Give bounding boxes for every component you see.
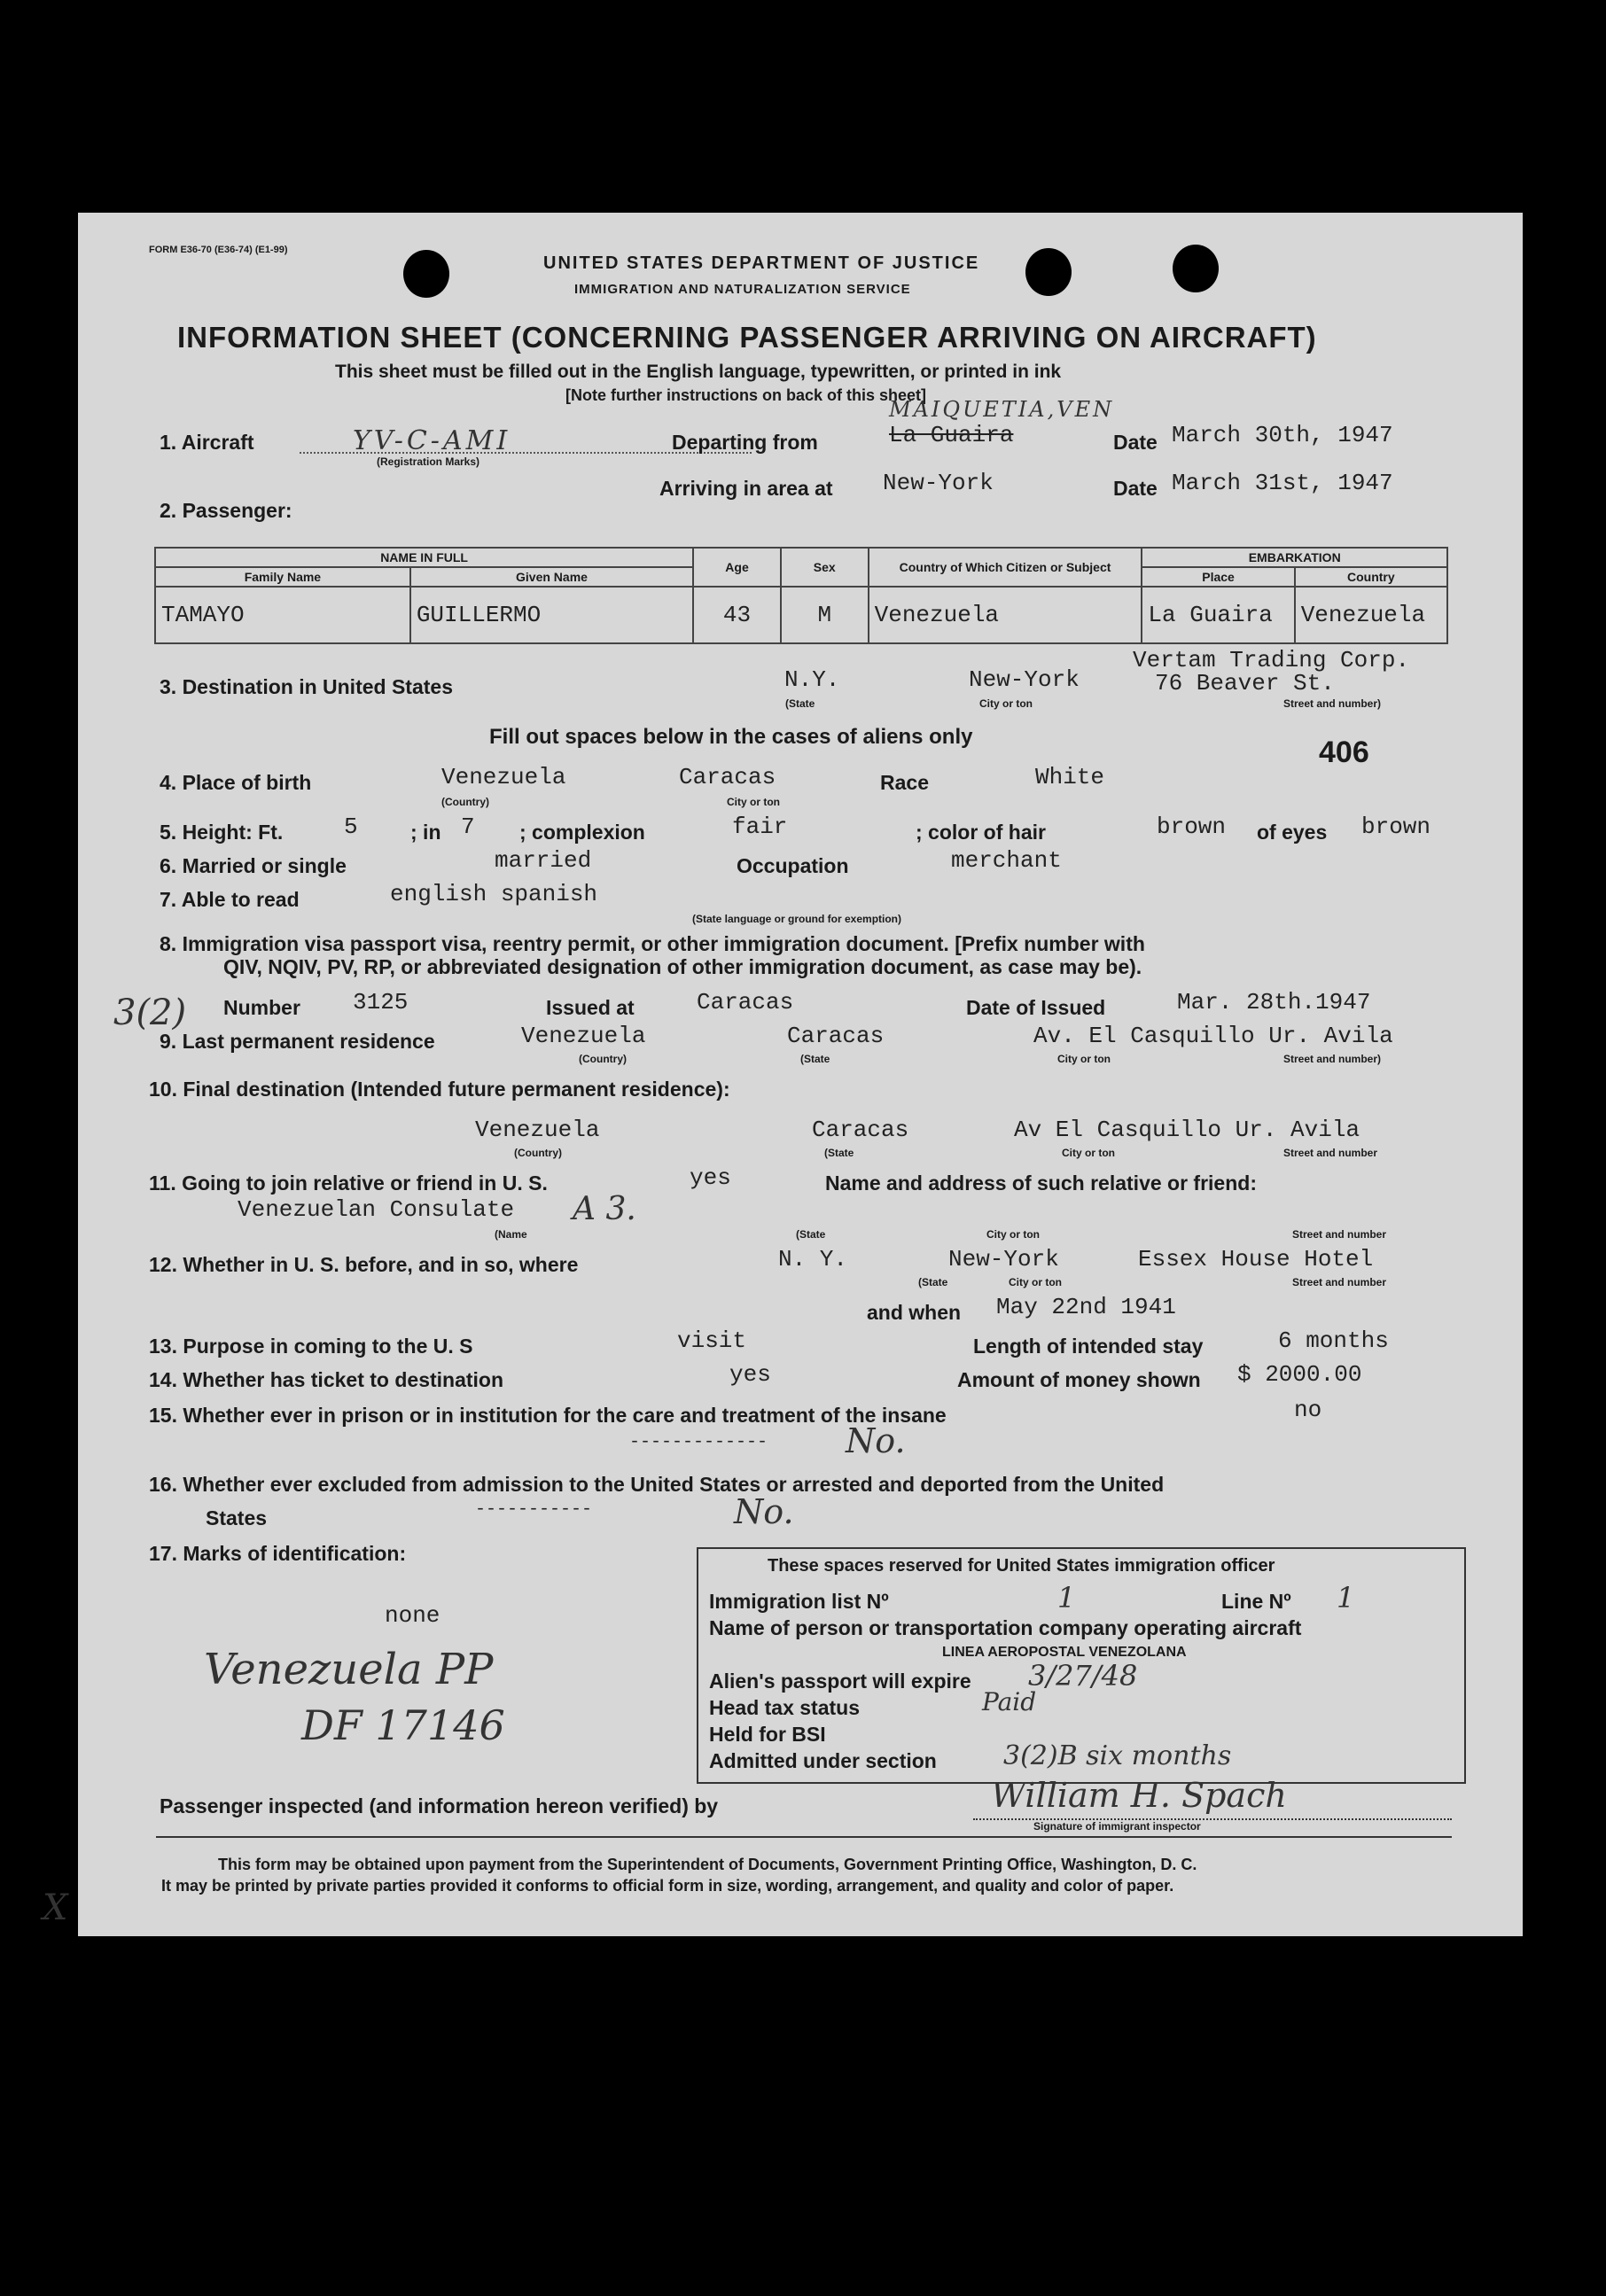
- citizen-country-cell: Venezuela: [869, 587, 1142, 643]
- head-tax-label: Head tax status: [709, 1696, 861, 1719]
- passport-handwritten-line-1: Venezuela PP: [204, 1645, 494, 1694]
- date-issued-value: Mar. 28th.1947: [1177, 989, 1371, 1016]
- street-caption: Street and number: [1292, 1228, 1387, 1241]
- name-caption: (Name: [495, 1228, 527, 1241]
- join-value: yes: [690, 1164, 731, 1191]
- state-caption: (State: [785, 697, 815, 710]
- item-10-label: 10. Final destination (Intended future permanent residence):: [149, 1078, 730, 1101]
- given-name-header: Given Name: [410, 567, 693, 587]
- inspection-label: Passenger inspected (and information hereon verified) by: [160, 1794, 719, 1817]
- sheet-number: 406: [1319, 735, 1369, 769]
- street-caption: Street and number): [1283, 697, 1382, 710]
- item-8-label: 8. Immigration visa passport visa, reentry permit, or other immigration document. [Prefix number with: [160, 932, 1145, 955]
- arrival-date: March 31st, 1947: [1172, 470, 1393, 496]
- information-sheet: [43, 213, 1523, 1936]
- passenger-table: [154, 547, 1448, 644]
- department-title: UNITED STATES DEPARTMENT OF JUSTICE: [543, 253, 980, 273]
- instructions-line-1: This sheet must be filled out in the English language, typewritten, or printed in ink: [335, 362, 1062, 382]
- eyes-value: brown: [1361, 813, 1431, 840]
- height-feet: 5: [344, 813, 358, 840]
- excluded-dashes: -----------: [475, 1499, 593, 1520]
- stay-label: Length of intended stay: [973, 1335, 1204, 1358]
- immigration-officer-box: [697, 1547, 1466, 1784]
- state-caption: (State: [824, 1147, 854, 1159]
- purpose-value: visit: [677, 1327, 747, 1354]
- occupation-value: merchant: [951, 847, 1062, 874]
- city-caption: City or ton: [1062, 1147, 1115, 1159]
- line-number-label: Line Nº: [1221, 1590, 1291, 1613]
- item-12-label: 12. Whether in U. S. before, and in so, where: [149, 1253, 579, 1276]
- service-title: IMMIGRATION AND NATURALIZATION SERVICE: [574, 282, 911, 297]
- departing-correction: MAIQUETIA,VEN: [889, 397, 1115, 422]
- prison-dashes: -------------: [629, 1432, 768, 1452]
- departure-date-label: Date: [1113, 431, 1158, 454]
- operator-value: LINEA AEROPOSTAL VENEZOLANA: [942, 1645, 1187, 1660]
- issued-at-value: Caracas: [697, 989, 794, 1016]
- item-6-label: 6. Married or single: [160, 854, 347, 877]
- country-caption: (Country): [441, 796, 489, 808]
- registration-caption: (Registration Marks): [377, 455, 480, 468]
- state-caption: (State: [800, 1053, 830, 1065]
- relative-address-label: Name and address of such relative or friend:: [825, 1171, 1257, 1195]
- family-name-header: Family Name: [155, 567, 410, 587]
- and-when-label: and when: [867, 1301, 962, 1324]
- head-tax-value: Paid: [982, 1687, 1037, 1716]
- race-label: Race: [880, 771, 929, 794]
- inspector-signature: William H. Spach: [991, 1776, 1287, 1815]
- passport-handwritten-line-2: DF 17146: [301, 1701, 505, 1749]
- punch-hole-1: [403, 250, 449, 298]
- arriving-value: New-York: [883, 470, 994, 496]
- item-17-label: 17. Marks of identification:: [149, 1542, 407, 1565]
- sex-header: Sex: [781, 548, 869, 587]
- admitted-under-value: 3(2)B six months: [1003, 1740, 1232, 1771]
- line-number-value: 1: [1337, 1581, 1355, 1615]
- departure-date: March 30th, 1947: [1172, 422, 1393, 448]
- age-header: Age: [693, 548, 781, 587]
- arriving-label: Arriving in area at: [659, 477, 833, 500]
- departing-from-value: La Guaira: [889, 422, 1014, 448]
- money-value: $ 2000.00: [1237, 1361, 1362, 1388]
- stay-value: 6 months: [1278, 1327, 1389, 1354]
- money-label: Amount of money shown: [957, 1368, 1201, 1391]
- held-for-bsi-label: Held for BSI: [709, 1723, 826, 1746]
- form-number: FORM E36-70 (E36-74) (E1-99): [149, 245, 288, 255]
- languages-value: english spanish: [390, 881, 598, 907]
- embarkation-place-cell: La Guaira: [1142, 587, 1294, 643]
- number-label: Number: [223, 996, 300, 1019]
- family-name-cell: TAMAYO: [155, 587, 410, 643]
- item-3-label: 3. Destination in United States: [160, 675, 453, 698]
- item-11-label: 11. Going to join relative or friend in U. S.: [149, 1171, 548, 1195]
- destination-city: New-York: [969, 666, 1080, 693]
- immigration-list-label: Immigration list Nº: [709, 1590, 889, 1613]
- age-cell: 43: [693, 587, 781, 643]
- destination-state: N.Y.: [784, 666, 840, 693]
- street-caption: Street and number: [1292, 1276, 1387, 1288]
- item-7-label: 7. Able to read: [160, 888, 300, 911]
- footer-rule: [156, 1836, 1452, 1838]
- punch-hole-2: [1025, 248, 1072, 296]
- relative-handwritten-note: A 3.: [573, 1191, 636, 1227]
- aircraft-registration: YV-C-AMI: [353, 425, 511, 456]
- final-city: Caracas: [812, 1117, 909, 1143]
- given-name-cell: GUILLERMO: [410, 587, 693, 643]
- residence-city: Caracas: [787, 1023, 885, 1049]
- item-15-label: 15. Whether ever in prison or in institution for the care and treatment of the insane: [149, 1404, 947, 1427]
- destination-street: 76 Beaver St.: [1155, 670, 1335, 697]
- prior-visit-city: New-York: [948, 1246, 1059, 1273]
- birth-city: Caracas: [679, 764, 776, 790]
- aliens-only-heading: Fill out spaces below in the cases of aliens only: [489, 725, 973, 749]
- embarkation-header: EMBARKATION: [1142, 548, 1447, 567]
- passport-expire-value: 3/27/48: [1028, 1659, 1138, 1693]
- item-13-label: 13. Purpose in coming to the U. S: [149, 1335, 473, 1358]
- corner-mark: X: [43, 1887, 68, 1928]
- city-caption: City or ton: [979, 697, 1033, 710]
- hair-label: ; color of hair: [916, 821, 1046, 844]
- street-caption: Street and number: [1283, 1147, 1378, 1159]
- item-2-label: 2. Passenger:: [160, 499, 292, 522]
- instructions-line-2: [Note further instructions on back of this sheet]: [565, 386, 927, 404]
- prior-visit-place: Essex House Hotel: [1138, 1246, 1374, 1273]
- hair-value: brown: [1157, 813, 1227, 840]
- final-country: Venezuela: [475, 1117, 600, 1143]
- item-8-line-2: QIV, NQIV, PV, RP, or abbreviated designation of other immigration document, as case may be).: [223, 955, 1142, 978]
- inches-label: ; in: [410, 821, 441, 844]
- item-14-label: 14. Whether has ticket to destination: [149, 1368, 504, 1391]
- arrival-date-label: Date: [1113, 477, 1158, 500]
- birth-country: Venezuela: [441, 764, 566, 790]
- name-in-full-header: NAME IN FULL: [155, 548, 693, 567]
- country-caption: (Country): [514, 1147, 562, 1159]
- city-caption: City or ton: [986, 1228, 1040, 1241]
- issued-at-label: Issued at: [546, 996, 635, 1019]
- place-header: Place: [1142, 567, 1294, 587]
- country-caption: (Country): [579, 1053, 627, 1065]
- city-caption: City or ton: [1009, 1276, 1062, 1288]
- item-9-label: 9. Last permanent residence: [160, 1030, 435, 1053]
- state-caption: (State: [918, 1276, 948, 1288]
- marks-value: none: [385, 1602, 440, 1629]
- item-1-label: 1. Aircraft: [160, 431, 254, 454]
- officer-box-title: These spaces reserved for United States immigration officer: [768, 1556, 1275, 1576]
- operator-label: Name of person or transportation company operating aircraft: [709, 1616, 1302, 1639]
- page-title: INFORMATION SHEET (CONCERNING PASSENGER ARRIVING ON AIRCRAFT): [177, 321, 1317, 354]
- country-citizen-header: Country of Which Citizen or Subject: [869, 548, 1142, 587]
- immigration-list-value: 1: [1057, 1581, 1076, 1615]
- signature-caption: Signature of immigrant inspector: [1033, 1820, 1201, 1833]
- complexion-label: ; complexion: [519, 821, 645, 844]
- city-caption: City or ton: [1057, 1053, 1111, 1065]
- city-caption: City or ton: [727, 796, 780, 808]
- passport-expire-label: Alien's passport will expire: [709, 1669, 971, 1693]
- footer-line-1: This form may be obtained upon payment from the Superintendent of Documents, Government Printing Office, Washington, D. C.: [218, 1856, 1197, 1873]
- sex-cell: M: [781, 587, 869, 643]
- item-16-label: 16. Whether ever excluded from admission to the United States or arrested and deported from the United: [149, 1473, 1165, 1496]
- marital-value: married: [495, 847, 592, 874]
- item-4-label: 4. Place of birth: [160, 771, 312, 794]
- race-value: White: [1035, 764, 1105, 790]
- ticket-value: yes: [729, 1361, 771, 1388]
- country-header: Country: [1295, 567, 1447, 587]
- residence-country: Venezuela: [521, 1023, 646, 1049]
- occupation-label: Occupation: [737, 854, 849, 877]
- footer-line-2: It may be printed by private parties provided it conforms to official form in size, wording, arrangement, and quality and color of paper.: [161, 1877, 1174, 1895]
- punch-hole-3: [1173, 245, 1219, 292]
- document-number: 3125: [353, 989, 409, 1016]
- prison-handwritten-answer: No.: [846, 1421, 906, 1460]
- prior-visit-date: May 22nd 1941: [996, 1294, 1176, 1320]
- embarkation-country-cell: Venezuela: [1295, 587, 1447, 643]
- prior-visit-state: N. Y.: [778, 1246, 848, 1273]
- item-5-label: 5. Height: Ft.: [160, 821, 284, 844]
- final-street: Av El Casquillo Ur. Avila: [1014, 1117, 1360, 1143]
- excluded-handwritten-answer: No.: [734, 1492, 794, 1531]
- residence-street: Av. El Casquillo Ur. Avila: [1033, 1023, 1393, 1049]
- admitted-under-label: Admitted under section: [709, 1749, 937, 1772]
- language-caption: (State language or ground for exemption): [692, 913, 902, 925]
- height-inches: 7: [461, 813, 475, 840]
- margin-section-note: 3(2): [113, 992, 187, 1033]
- departing-label: Departing from: [672, 431, 818, 454]
- relative-name-value: Venezuelan Consulate: [238, 1196, 515, 1223]
- complexion-value: fair: [732, 813, 788, 840]
- street-caption: Street and number): [1283, 1053, 1382, 1065]
- date-issued-label: Date of Issued: [966, 996, 1106, 1019]
- item-16-line-2: States: [206, 1506, 268, 1529]
- eyes-label: of eyes: [1257, 821, 1328, 844]
- state-caption: (State: [796, 1228, 826, 1241]
- prison-value: no: [1294, 1397, 1322, 1423]
- destination-company: Vertam Trading Corp.: [1133, 647, 1410, 673]
